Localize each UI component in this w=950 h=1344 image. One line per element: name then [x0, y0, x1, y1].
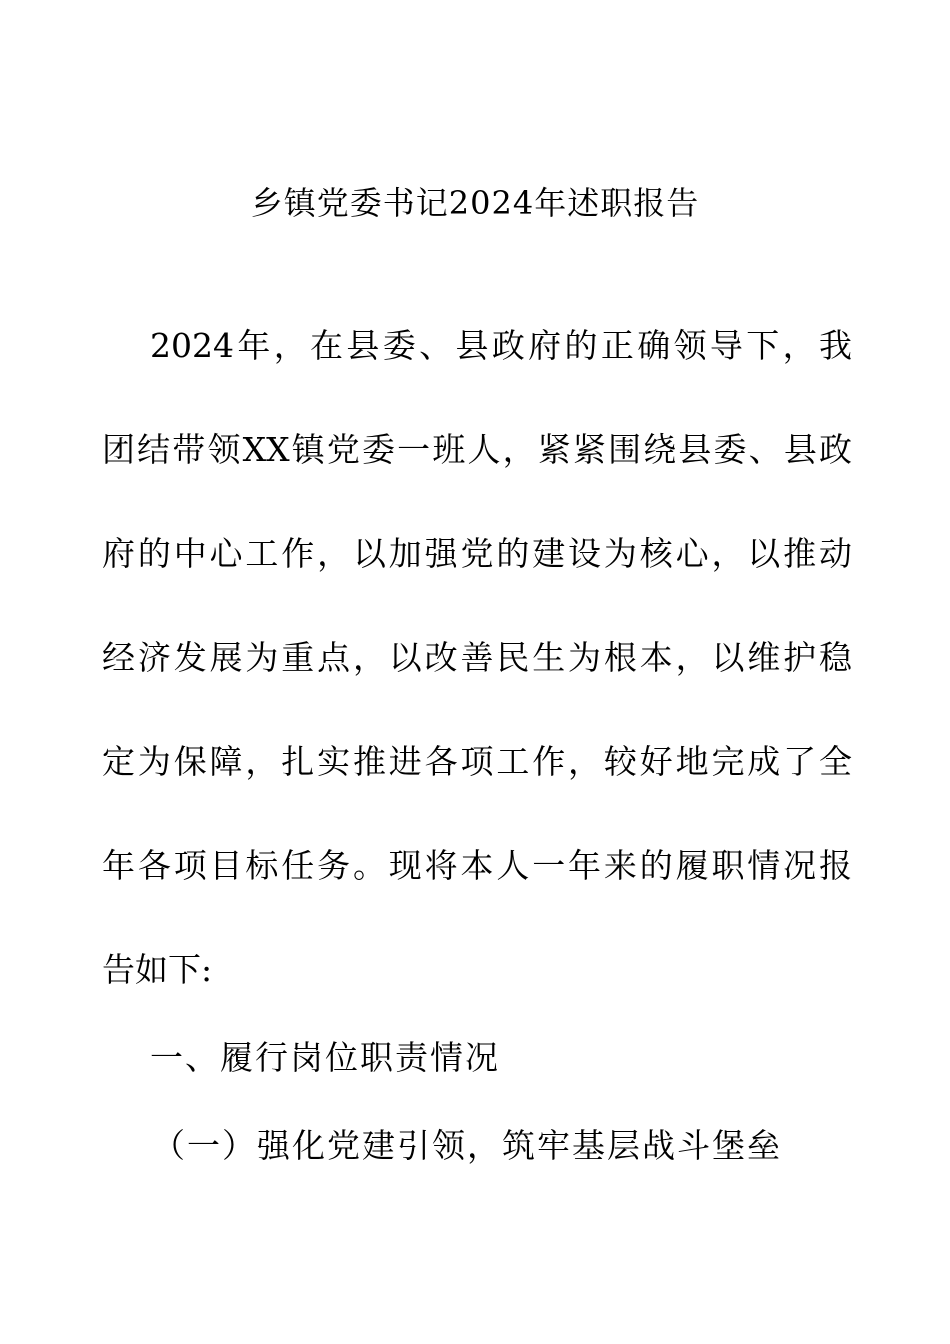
paragraph-line: 团结带领XX镇党委一班人，紧紧围绕县委、县政 — [102, 430, 852, 469]
paragraph-line: 告如下: — [102, 950, 213, 989]
paragraph-line: 经济发展为重点，以改善民生为根本，以维护稳 — [102, 638, 852, 677]
subsection-heading: （一）强化党建引领，筑牢基层战斗堡垒 — [152, 1126, 782, 1165]
paragraph-line: 定为保障，扎实推进各项工作，较好地完成了全 — [102, 742, 852, 781]
section-heading: 一、履行岗位职责情况 — [150, 1038, 500, 1077]
paragraph-line: 年各项目标任务。现将本人一年来的履职情况报 — [102, 846, 852, 885]
paragraph-line: 府的中心工作，以加强党的建设为核心，以推动 — [102, 534, 852, 573]
paragraph-line: 2024年，在县委、县政府的正确领导下，我 — [150, 326, 852, 365]
document-title: 乡镇党委书记2024年述职报告 — [250, 184, 700, 222]
